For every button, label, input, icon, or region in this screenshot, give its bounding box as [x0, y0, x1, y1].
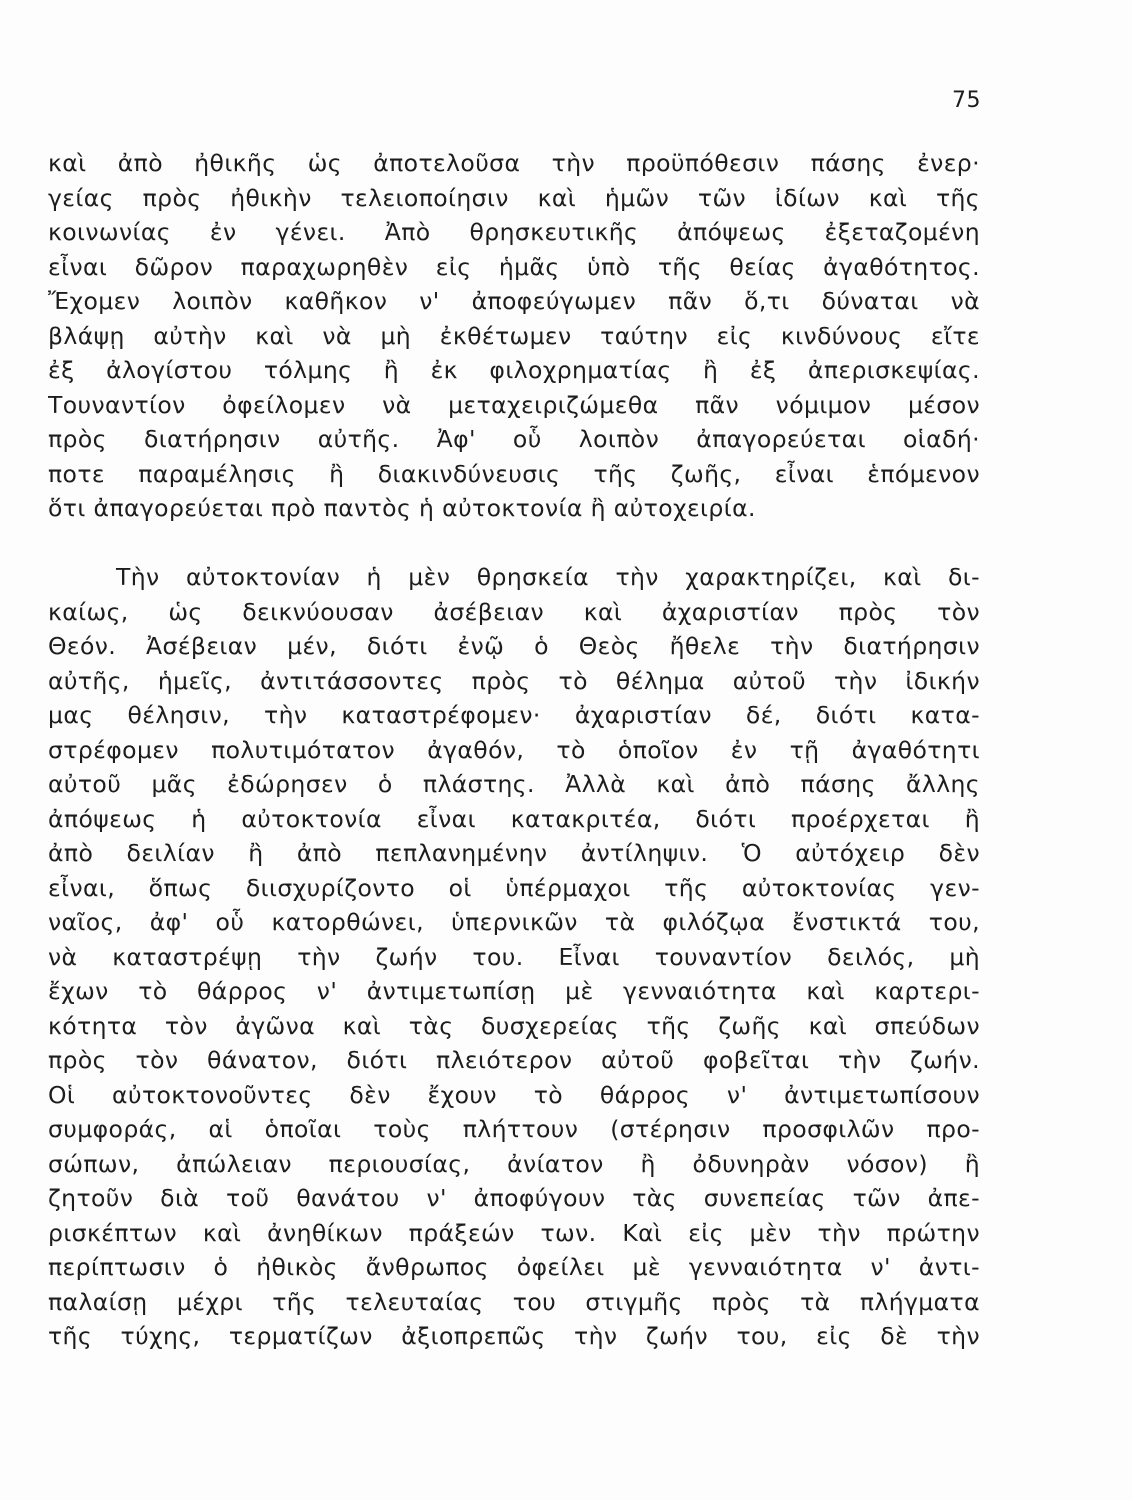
text-line: πρὸς διατήρησιν αὐτῆς. Ἀφ' οὗ λοιπὸν ἀπαγορεύεται οἱαδή·: [48, 425, 980, 453]
paragraph-2: [48, 560, 980, 1354]
text-line: ἔχων τὸ θάρρος ν' ἀντιμετωπίσῃ μὲ γενναιότητα καὶ καρτερι-: [48, 977, 980, 1005]
text-line: συμφοράς, αἱ ὁποῖαι τοὺς πλήττουν (στέρησιν προσφιλῶν προ-: [48, 1115, 980, 1143]
text-line: εἶναι δῶρον παραχωρηθὲν εἰς ἡμᾶς ὑπὸ τῆς θείας ἀγαθότητος.: [48, 252, 980, 281]
text-line: Τὴν αὐτοκτονίαν ἡ μὲν θρησκεία τὴν χαρακτηρίζει, καὶ δι-: [116, 563, 980, 591]
text-line: γείας πρὸς ἠθικὴν τελειοποίησιν καὶ ἡμῶν τῶν ἰδίων καὶ τῆς: [48, 183, 980, 212]
text-line: κοινωνίας ἐν γένει. Ἀπὸ θρησκευτικῆς ἀπόψεως ἐξεταζομένη: [48, 218, 980, 246]
text-line: εἶναι, ὅπως διισχυρίζοντο οἱ ὑπέρμαχοι τῆς αὐτοκτονίας γεν-: [48, 873, 980, 902]
text-line: ζητοῦν διὰ τοῦ θανάτου ν' ἀποφύγουν τὰς συνεπείας τῶν ἀπε-: [48, 1184, 980, 1212]
text-line: Οἱ αὐτοκτονοῦντες δὲν ἔχουν τὸ θάρρος ν' ἀντιμετωπίσουν: [48, 1080, 980, 1109]
text-line: ἀπὸ δειλίαν ἢ ἀπὸ πεπλανημένην ἀντίληψιν. Ὁ αὐτόχειρ δὲν: [48, 839, 980, 867]
text-line: κότητα τὸν ἀγῶνα καὶ τὰς δυσχερείας τῆς ζωῆς καὶ σπεύδων: [48, 1011, 980, 1040]
text-line: τῆς τύχης, τερματίζων ἀξιοπρεπῶς τὴν ζωήν του, εἰς δὲ τὴν: [48, 1322, 980, 1350]
text-line: αὐτῆς, ἡμεῖς, ἀντιτάσσοντες πρὸς τὸ θέλημα αὐτοῦ τὴν ἰδικήν: [48, 666, 980, 695]
text-line: παλαίσῃ μέχρι τῆς τελευταίας του στιγμῆς πρὸς τὰ πλήγματα: [48, 1287, 980, 1316]
text-line: ὅτι ἀπαγορεύεται πρὸ παντὸς ἡ αὐτοκτονία ἢ αὐτοχειρία.: [48, 494, 756, 522]
text-line: βλάψῃ αὐτὴν καὶ νὰ μὴ ἐκθέτωμεν ταύτην εἰς κινδύνους εἴτε: [48, 321, 980, 350]
paragraph-1: [48, 146, 980, 526]
text-line: καὶ ἀπὸ ἠθικῆς ὡς ἀποτελοῦσα τὴν προϋπόθεσιν πάσης ἐνερ·: [48, 149, 980, 177]
text-line: ἀπόψεως ἡ αὐτοκτονία εἶναι κατακριτέα, διότι προέρχεται ἢ: [48, 804, 980, 833]
text-line: περίπτωσιν ὁ ἠθικὸς ἄνθρωπος ὀφείλει μὲ γενναιότητα ν' ἀντι-: [48, 1253, 980, 1281]
text-line: νὰ καταστρέψῃ τὴν ζωήν του. Εἶναι τουναντίον δειλός, μὴ: [48, 942, 980, 971]
text-line: μας θέλησιν, τὴν καταστρέφομεν· ἀχαριστίαν δέ, διότι κατα-: [48, 701, 980, 729]
text-line: ἐξ ἀλογίστου τόλμης ἢ ἐκ φιλοχρηματίας ἢ ἐξ ἀπερισκεψίας.: [48, 356, 980, 384]
text-line: αὐτοῦ μᾶς ἐδώρησεν ὁ πλάστης. Ἀλλὰ καὶ ἀπὸ πάσης ἄλλης: [48, 770, 980, 798]
text-line: Ἔχομεν λοιπὸν καθῆκον ν' ἀποφεύγωμεν πᾶν ὅ,τι δύναται νὰ: [48, 287, 980, 315]
text-line: ποτε παραμέλησις ἢ διακινδύνευσις τῆς ζωῆς, εἶναι ἑπόμενον: [48, 459, 980, 488]
text-line: ρισκέπτων καὶ ἀνηθίκων πράξεών των. Καὶ εἰς μὲν τὴν πρώτην: [48, 1218, 980, 1247]
text-line: σώπων, ἀπώλειαν περιουσίας, ἀνίατον ἢ ὀδυνηρὰν νόσον) ἢ: [48, 1149, 980, 1178]
text-line: πρὸς τὸν θάνατον, διότι πλειότερον αὐτοῦ φοβεῖται τὴν ζωήν.: [48, 1046, 980, 1074]
text-line: Θεόν. Ἀσέβειαν μέν, διότι ἐνῷ ὁ Θεὸς ἤθελε τὴν διατήρησιν: [48, 632, 980, 660]
text-line: καίως, ὡς δεικνύουσαν ἀσέβειαν καὶ ἀχαριστίαν πρὸς τὸν: [48, 597, 980, 626]
text-line: ναῖος, ἀφ' οὗ κατορθώνει, ὑπερνικῶν τὰ φιλόζῳα ἔνστικτά του,: [48, 908, 980, 936]
page-number: 75: [952, 88, 981, 113]
text-line: Τουναντίον ὀφείλομεν νὰ μεταχειριζώμεθα πᾶν νόμιμον μέσον: [48, 390, 980, 419]
text-line: στρέφομεν πολυτιμότατον ἀγαθόν, τὸ ὁποῖον ἐν τῇ ἀγαθότητι: [48, 735, 980, 764]
